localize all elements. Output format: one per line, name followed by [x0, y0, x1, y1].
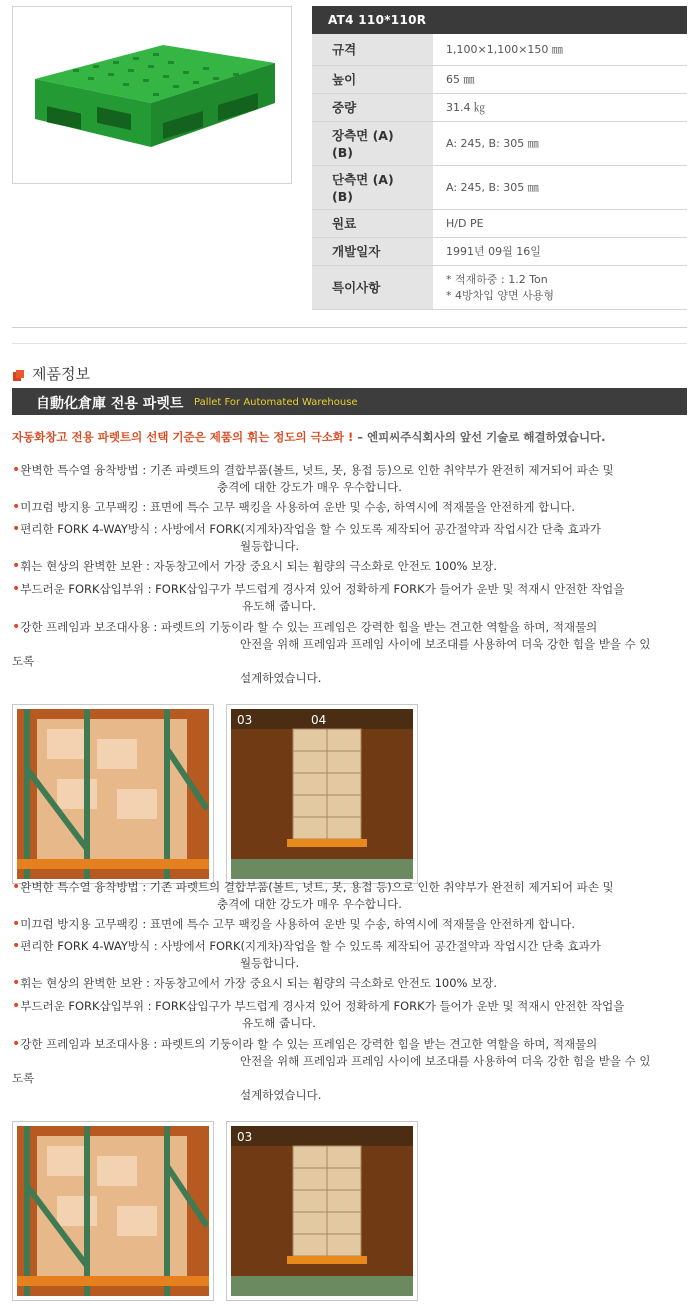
feature-text-cont: 안전을 위해 프레임과 프레임 사이에 보조대를 사용하여 더욱 강한 힘을 받을 수 있 — [240, 637, 651, 651]
spec-label: 장측면 (A) — [332, 128, 394, 143]
spec-value: 31.4 ㎏ — [446, 101, 485, 114]
feature-text-cont: 월등합니다. — [240, 539, 300, 553]
spec-value: H/D PE — [446, 217, 484, 230]
section-title: 제품정보 — [32, 365, 90, 383]
spec-row-material — [312, 210, 687, 238]
photo-label-right: 04 — [311, 713, 327, 727]
spec-row-short-side — [312, 166, 687, 210]
spec-label: 특이사항 — [332, 280, 381, 295]
feature-text-cont: 설계하였습니다. — [240, 671, 322, 685]
feature-text: 미끄럼 방지용 고무팩킹 : 표면에 특수 고무 팩킹을 사용하여 운반 및 수송, 하역시에 적재물을 안전하게 합니다. — [20, 917, 576, 931]
feature-text: 편리한 FORK 4-WAY방식 : 사방에서 FORK(지게차)작업을 할 수 있도록 제작되어 공간절약과 작업시간 단축 효과가 — [20, 522, 601, 536]
warehouse-photo-right — [226, 1121, 418, 1301]
bullet-icon: • — [12, 938, 21, 954]
spec-label: 규격 — [332, 42, 357, 57]
feature-item — [12, 1036, 688, 1104]
feature-text: 강한 프레임과 보조대사용 : 파렛트의 기둥이라 할 수 있는 프레임은 강력한 힘을 받는 견고한 역할을 하며, 적재물의 — [20, 620, 598, 634]
lead-text — [12, 429, 606, 445]
feature-text: 휘는 현상의 완벽한 보완 : 자동창고에서 가장 중요시 되는 휨량의 극소화로 안전도 100% 보장. — [20, 559, 498, 573]
feature-item — [12, 998, 688, 1032]
feature-item — [12, 462, 688, 496]
photo-label-left: 03 — [237, 1130, 253, 1144]
feature-item — [12, 938, 688, 972]
feature-item — [12, 879, 688, 913]
spec-value: * 적재하중 : 1.2 Ton — [446, 273, 548, 286]
spec-value: 1,100×1,100×150 ㎜ — [446, 43, 563, 56]
banner-title: 自動化倉庫 전용 파렛트 — [36, 396, 184, 412]
pallet-illustration — [13, 7, 291, 183]
warehouse-photo-right — [226, 704, 418, 884]
feature-text-cont: 유도해 줍니다. — [242, 1016, 316, 1030]
feature-text: 휘는 현상의 완벽한 보완 : 자동창고에서 가장 중요시 되는 휨량의 극소화로 안전도 100% 보장. — [20, 976, 498, 990]
spec-row-long-side — [312, 122, 687, 166]
spec-label: 높이 — [332, 72, 357, 87]
warehouse-photo-left — [12, 704, 214, 884]
feature-text-cont: 도록 — [12, 1071, 35, 1085]
bullet-icon: • — [12, 462, 21, 478]
spec-value: * 4방차입 양면 사용형 — [446, 289, 554, 302]
model-name: AT4 110*110R — [328, 13, 427, 27]
spec-label: 원료 — [332, 216, 357, 231]
bullet-icon: • — [12, 916, 21, 932]
feature-text: 완벽한 특수열 융착방법 : 기존 파렛트의 결합부품(볼트, 넛트, 못, 용접 등)으로 인한 취약부가 완전히 제거되어 파손 및 — [20, 463, 614, 477]
photo-label-left: 03 — [237, 713, 253, 727]
bullet-icon: • — [12, 619, 21, 635]
divider — [12, 343, 687, 344]
spec-value: 65 ㎜ — [446, 73, 475, 86]
spec-row-size — [312, 34, 687, 66]
feature-item — [12, 521, 688, 555]
spec-value: A: 245, B: 305 ㎜ — [446, 137, 539, 150]
feature-text-cont: 도록 — [12, 654, 35, 668]
feature-text: 완벽한 특수열 융착방법 : 기존 파렛트의 결합부품(볼트, 넛트, 못, 용접 등)으로 인한 취약부가 완전히 제거되어 파손 및 — [20, 880, 614, 894]
feature-item — [12, 619, 688, 687]
feature-text-cont: 월등합니다. — [240, 956, 300, 970]
feature-text: 미끄럼 방지용 고무팩킹 : 표면에 특수 고무 팩킹을 사용하여 운반 및 수송, 하역시에 적재물을 안전하게 합니다. — [20, 500, 576, 514]
warehouse-photo-left — [12, 1121, 214, 1301]
feature-text: 편리한 FORK 4-WAY방식 : 사방에서 FORK(지게차)작업을 할 수 있도록 제작되어 공간절약과 작업시간 단축 효과가 — [20, 939, 601, 953]
feature-text-cont: 안전을 위해 프레임과 프레임 사이에 보조대를 사용하여 더욱 강한 힘을 받을 수 있 — [240, 1054, 651, 1068]
spec-row-weight — [312, 94, 687, 122]
spec-label-sub: (B) — [332, 145, 353, 160]
feature-text-cont: 유도해 줍니다. — [242, 599, 316, 613]
bullet-icon: • — [12, 558, 21, 574]
bullet-icon: • — [12, 581, 21, 597]
spec-label-sub: (B) — [332, 189, 353, 204]
lead-highlight: 자동화창고 전용 파렛트의 선택 기준은 제품의 휘는 정도의 극소화 ! — [12, 430, 354, 444]
spec-label: 단측면 (A) — [332, 172, 394, 187]
bullet-icon: • — [12, 521, 21, 537]
feature-text-cont: 충격에 대한 강도가 매우 우수합니다. — [217, 897, 402, 911]
feature-text-cont: 충격에 대한 강도가 매우 우수합니다. — [217, 480, 402, 494]
bullet-icon: • — [12, 1036, 21, 1052]
bullet-icon: • — [12, 975, 21, 991]
feature-item — [12, 558, 688, 575]
feature-text: 강한 프레임과 보조대사용 : 파렛트의 기둥이라 할 수 있는 프레임은 강력한 힘을 받는 견고한 역할을 하며, 적재물의 — [20, 1037, 598, 1051]
feature-item — [12, 581, 688, 615]
feature-text-cont: 설계하였습니다. — [240, 1088, 322, 1102]
spec-label: 개발일자 — [332, 244, 381, 259]
feature-item — [12, 499, 688, 516]
spec-row-dev-date — [312, 238, 687, 266]
bullet-icon: • — [12, 499, 21, 515]
banner-subtitle: Pallet For Automated Warehouse — [194, 397, 358, 408]
spec-row-notes — [312, 266, 687, 310]
spec-value: 1991년 09월 16일 — [446, 245, 541, 258]
product-banner — [12, 388, 687, 415]
bullet-icon: • — [12, 879, 21, 895]
feature-text: 부드러운 FORK삽입부위 : FORK삽입구가 부드럽게 경사져 있어 정확하게 FORK가 들어가 운반 및 적재시 안전한 작업을 — [20, 582, 625, 596]
spec-value: A: 245, B: 305 ㎜ — [446, 181, 539, 194]
spec-label: 중량 — [332, 100, 357, 115]
spec-row-height — [312, 66, 687, 94]
spec-table-header — [312, 6, 687, 34]
bullet-icon: • — [12, 998, 21, 1014]
section-bullet-icon — [13, 366, 24, 377]
feature-item — [12, 975, 688, 992]
product-image — [12, 6, 292, 184]
lead-note: – 엔피씨주식회사의 앞선 기술로 해결하였습니다. — [353, 430, 606, 444]
feature-item — [12, 916, 688, 933]
feature-text: 부드러운 FORK삽입부위 : FORK삽입구가 부드럽게 경사져 있어 정확하게 FORK가 들어가 운반 및 적재시 안전한 작업을 — [20, 999, 625, 1013]
divider — [12, 327, 687, 328]
